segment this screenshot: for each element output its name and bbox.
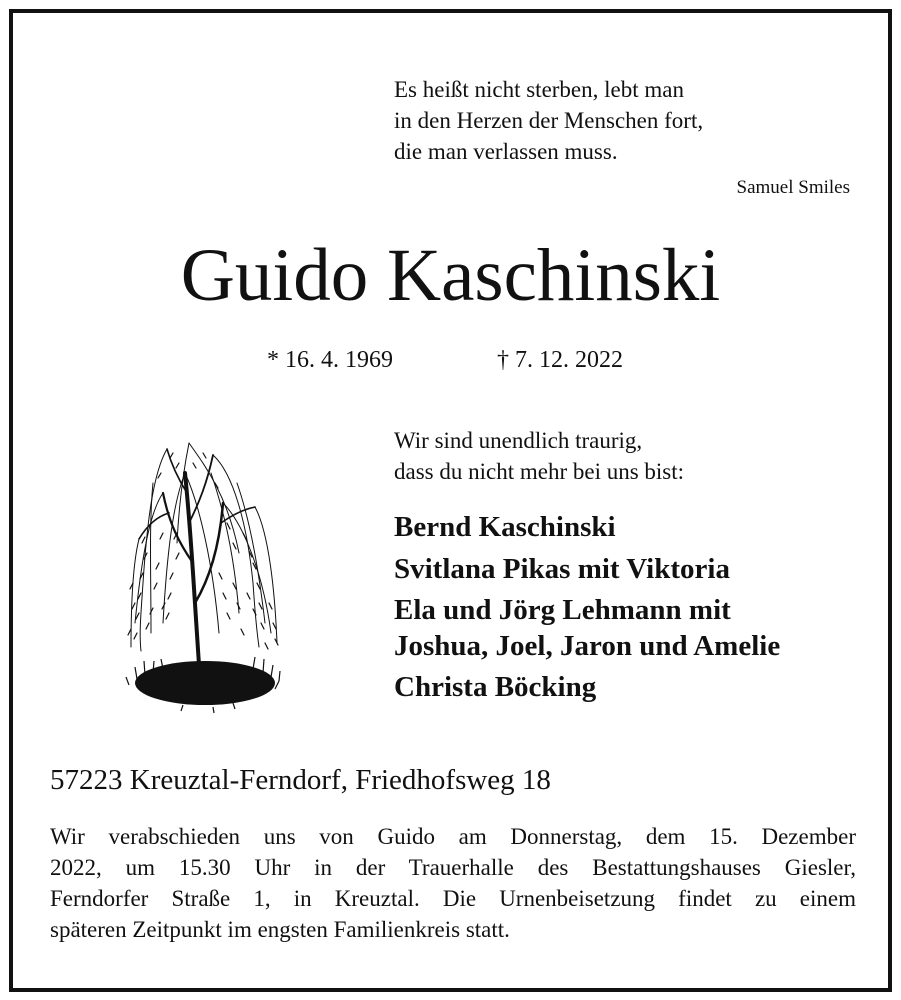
grief-line: Wir sind unendlich traurig,	[394, 428, 643, 453]
funeral-notice	[50, 821, 856, 945]
deceased-name: Guido Kaschinski	[180, 234, 721, 317]
quote-line: die man verlassen muss.	[394, 139, 618, 164]
notice-line: Wir verabschieden uns von Guido am Donnerstag, dem 15. Dezember	[50, 824, 856, 849]
mourner-line: Ela und Jörg Lehmann mit	[394, 594, 731, 626]
notice-line: späteren Zeitpunkt im engsten Familienkreis statt.	[50, 917, 510, 942]
mourner-line: Christa Böcking	[394, 671, 597, 703]
quote-line: Es heißt nicht sterben, lebt man	[394, 77, 684, 102]
grief-line: dass du nicht mehr bei uns bist:	[394, 459, 685, 484]
notice-line: Ferndorfer Straße 1, in Kreuztal. Die Urnenbeisetzung findet zu einem	[50, 886, 856, 911]
obituary-card	[9, 9, 892, 992]
weeping-willow-illustration	[123, 433, 283, 725]
birth-date: * 16. 4. 1969	[267, 347, 393, 373]
quote-line: in den Herzen der Menschen fort,	[394, 108, 704, 133]
mourner-line: Svitlana Pikas mit Viktoria	[394, 552, 730, 585]
grief-message	[394, 425, 684, 487]
quote	[394, 74, 703, 167]
quote-author: Samuel Smiles	[736, 177, 850, 198]
family-address: 57223 Kreuztal-Ferndorf, Friedhofsweg 18	[50, 764, 551, 796]
mourners-list	[394, 507, 780, 709]
death-date: † 7. 12. 2022	[497, 347, 623, 373]
notice-line: 2022, um 15.30 Uhr in der Trauerhalle des Bestattungshauses Giesler,	[50, 855, 856, 880]
mourner-line: Bernd Kaschinski	[394, 511, 616, 543]
mourner-line: Joshua, Joel, Jaron und Amelie	[394, 629, 781, 662]
